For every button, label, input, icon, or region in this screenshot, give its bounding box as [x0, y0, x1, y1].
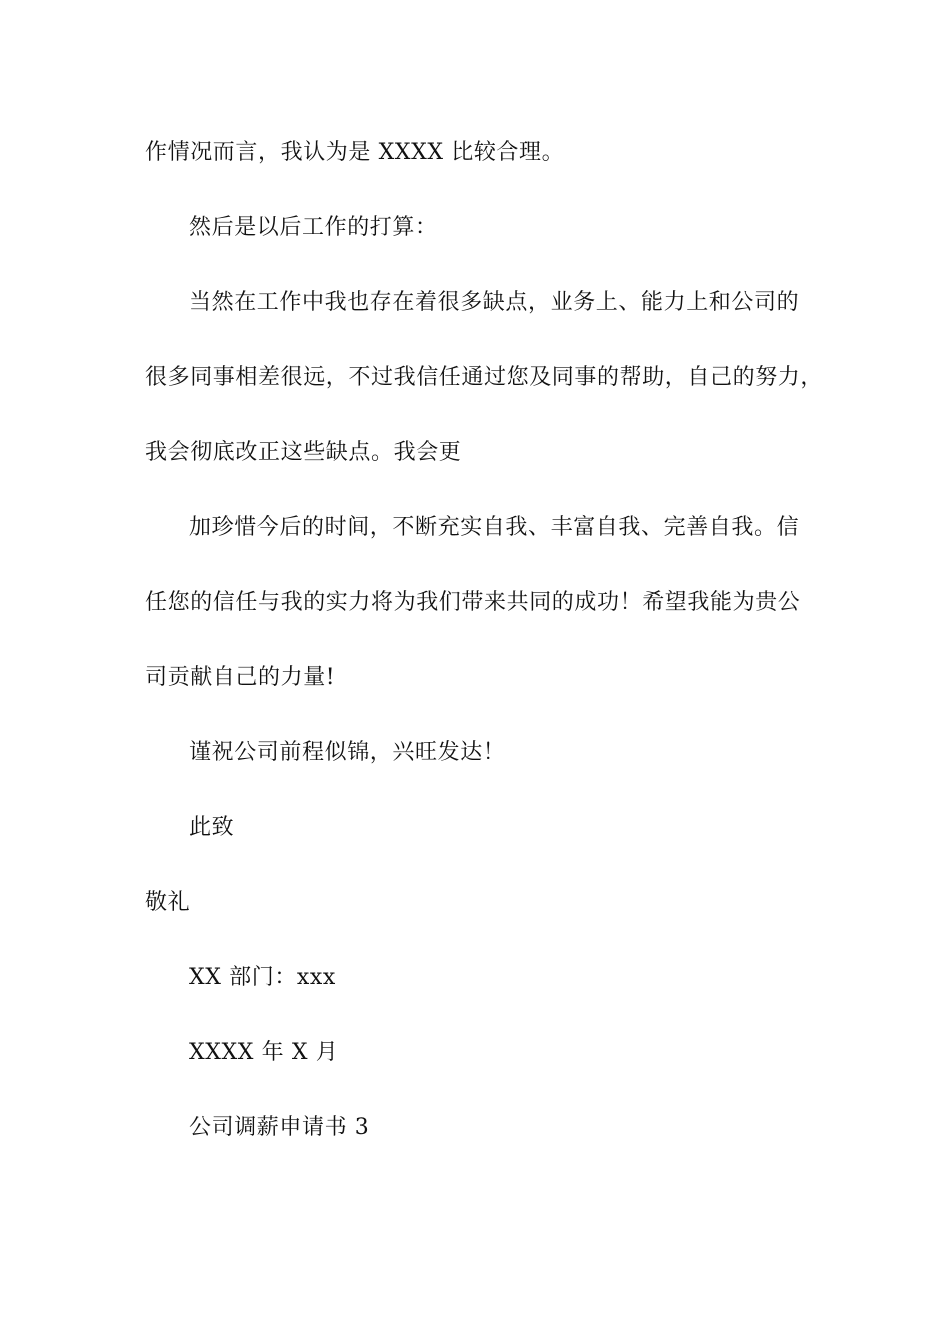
section-title-next: 公司调薪申请书 3 — [189, 1115, 370, 1140]
paragraph-cherish-line-2: 任您的信任与我的实力将为我们带来共同的成功！希望我能为贵公 — [145, 590, 801, 615]
signature-date: XXXX 年 X 月 — [189, 1040, 339, 1065]
paragraph-wishes: 谨祝公司前程似锦，兴旺发达！ — [189, 740, 506, 765]
closing-regards: 敬礼 — [145, 890, 191, 915]
document-body — [145, 136, 825, 1186]
paragraph-shortcomings-line-2: 很多同事相差很远，不过我信任通过您及同事的帮助，自己的努力， — [145, 365, 824, 390]
closing-salutation: 此致 — [189, 815, 235, 840]
paragraph-future-plans-heading: 然后是以后工作的打算： — [189, 215, 438, 240]
paragraph-line-continuation: 作情况而言，我认为是 XXXX 比较合理。 — [145, 140, 565, 165]
signature-department: XX 部门：xxx — [189, 965, 336, 990]
paragraph-cherish-line-1: 加珍惜今后的时间，不断充实自我、丰富自我、完善自我。信 — [189, 515, 800, 540]
paragraph-shortcomings-line-3: 我会彻底改正这些缺点。我会更 — [145, 440, 462, 465]
paragraph-cherish-line-3: 司贡献自己的力量! — [145, 665, 336, 690]
paragraph-shortcomings-line-1: 当然在工作中我也存在着很多缺点，业务上、能力上和公司的 — [189, 290, 800, 315]
